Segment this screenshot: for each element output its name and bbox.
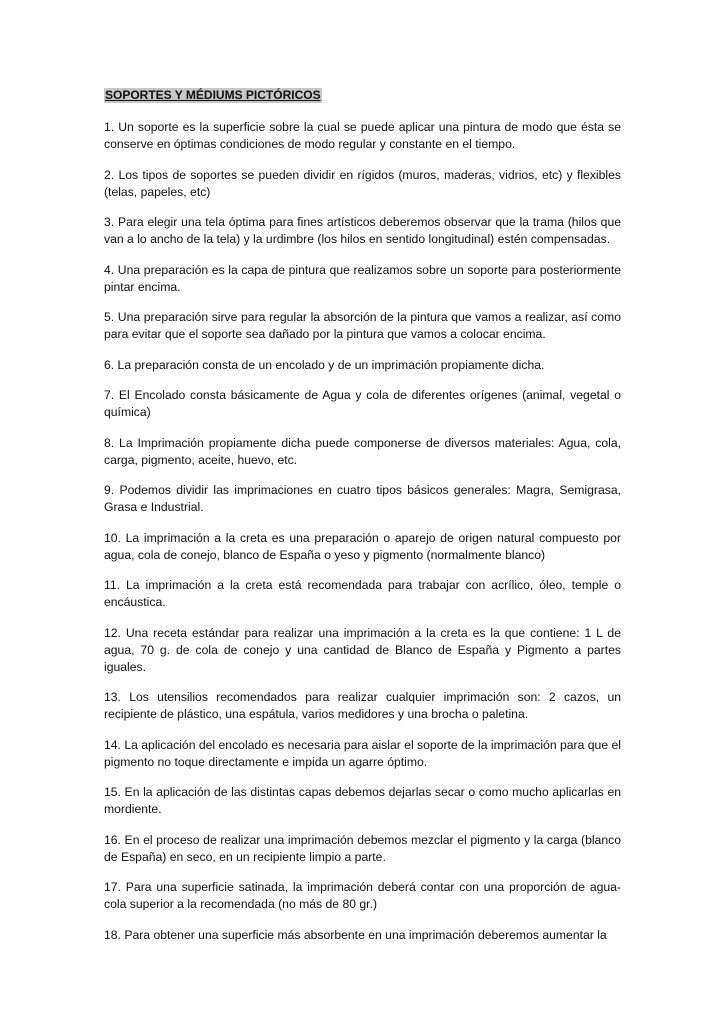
- list-item: 16. En el proceso de realizar una imprimación debemos mezclar el pigmento y la carga (blanco de España) en seco, en un recipiente limpio a parte.: [104, 832, 621, 864]
- list-item: 15. En la aplicación de las distintas capas debemos dejarlas secar o como mucho aplicarlas en mordiente.: [104, 785, 621, 816]
- document-page: [104, 86, 621, 957]
- list-item: 11. La imprimación a la creta está recomendada para trabajar con acrílico, óleo, temple o encáustica.: [104, 578, 621, 609]
- list-item: 2. Los tipos de soportes se pueden dividir en rígidos (muros, maderas, vidrios, etc) y flexibles (telas, papeles, etc): [104, 167, 621, 199]
- list-item: 3. Para elegir una tela óptima para fines artísticos deberemos observar que la trama (hilos que van a lo ancho de la tela) y la urdimbre (los hilos en sentido longitudinal) estén compensadas.: [104, 215, 621, 246]
- list-item: 1. Un soporte es la superficie sobre la cual se puede aplicar una pintura de modo que ésta se conserve en óptimas condiciones de modo regular y constante en el tiempo.: [104, 120, 621, 151]
- list-item: 9. Podemos dividir las imprimaciones en cuatro tipos básicos generales: Magra, Semigrasa, Grasa e Industrial.: [104, 483, 621, 514]
- list-item: 13. Los utensilios recomendados para realizar cualquier imprimación son: 2 cazos, un recipiente de plástico, una espátula, varios medidores y una brocha o paletina.: [104, 690, 621, 721]
- list-item: 5. Una preparación sirve para regular la absorción de la pintura que vamos a realizar, así como para evitar que el soporte sea dañado por la pintura que vamos a colocar encima.: [104, 310, 621, 341]
- list-item: 8. La Imprimación propiamente dicha puede componerse de diversos materiales: Agua, cola, carga, pigmento, aceite, huevo, etc.: [104, 435, 621, 467]
- list-item: 10. La imprimación a la creta es una preparación o aparejo de origen natural compuesto por agua, cola de conejo, blanco de España o yeso y pigmento (normalmente blanco): [104, 530, 621, 562]
- list-item: 18. Para obtener una superficie más absorbente en una imprimación deberemos aumentar la: [104, 927, 607, 942]
- list-item: 17. Para una superficie satinada, la imprimación deberá contar con una proporción de agua-cola superior a la recomendada (no más de 80 gr.): [104, 880, 621, 911]
- list-item: 14. La aplicación del encolado es necesaria para aislar el soporte de la imprimación para que el pigmento no toque directamente e impida un agarre óptimo.: [104, 737, 621, 769]
- list-item: 4. Una preparación es la capa de pintura que realizamos sobre un soporte para posteriormente pintar encima.: [104, 262, 621, 294]
- item-list: [104, 119, 621, 944]
- list-item: 12. Una receta estándar para realizar una imprimación a la creta es la que contiene: 1 L de agua, 70 g. de cola de conejo y una cantidad de Blanco de España y Pigmento a partes iguales.: [104, 625, 621, 674]
- document-title: SOPORTES Y MÉDIUMS PICTÓRICOS: [105, 88, 321, 102]
- list-item: 7. El Encolado consta básicamente de Agua y cola de diferentes orígenes (animal, vegetal o química): [104, 388, 621, 419]
- list-item: 6. La preparación consta de un encolado y de un imprimación propiamente dicha.: [104, 357, 545, 372]
